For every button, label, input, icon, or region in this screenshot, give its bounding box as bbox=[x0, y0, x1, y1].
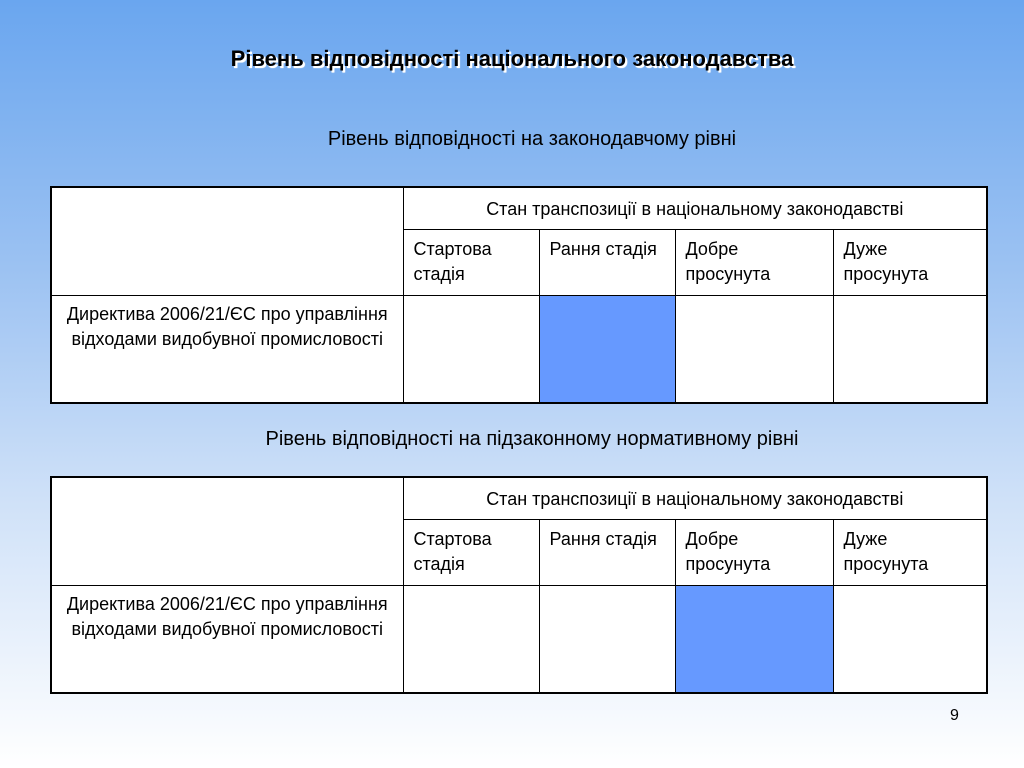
level-cell-start bbox=[403, 586, 539, 694]
compliance-table-regulatory bbox=[50, 476, 988, 694]
section-heading-legislative: Рівень відповідності на законодавчому рівні bbox=[327, 128, 737, 150]
stage-header-early: Рання стадія bbox=[539, 230, 675, 296]
section-heading-regulatory: Рівень відповідності на підзаконному нормативному рівні bbox=[265, 428, 799, 450]
level-cell-well-advanced bbox=[675, 296, 833, 404]
directive-label: Директива 2006/21/ЄС про управління відходами видобувної промисловості bbox=[51, 586, 403, 694]
table-corner-cell bbox=[51, 477, 403, 586]
transposition-header: Стан транспозиції в національному законодавстві bbox=[403, 477, 987, 520]
stage-header-well-advanced: Добре просунута bbox=[675, 230, 833, 296]
level-cell-well-advanced-selected bbox=[675, 586, 833, 694]
stage-header-start: Стартова стадія bbox=[403, 520, 539, 586]
level-cell-very-advanced bbox=[833, 296, 987, 404]
stage-header-start: Стартова стадія bbox=[403, 230, 539, 296]
level-cell-early-selected bbox=[539, 296, 675, 404]
level-cell-early bbox=[539, 586, 675, 694]
stage-header-well-advanced: Добре просунута bbox=[675, 520, 833, 586]
level-cell-start bbox=[403, 296, 539, 404]
stage-header-early: Рання стадія bbox=[539, 520, 675, 586]
compliance-table-legislative bbox=[50, 186, 988, 404]
stage-header-very-advanced: Дуже просунута bbox=[833, 520, 987, 586]
directive-label: Директива 2006/21/ЄС про управління відходами видобувної промисловості bbox=[51, 296, 403, 404]
transposition-header: Стан транспозиції в національному законодавстві bbox=[403, 187, 987, 230]
stage-header-very-advanced: Дуже просунута bbox=[833, 230, 987, 296]
level-cell-very-advanced bbox=[833, 586, 987, 694]
table-corner-cell bbox=[51, 187, 403, 296]
page-number: 9 bbox=[950, 707, 959, 724]
slide-title: Рівень відповідності національного законодавства bbox=[230, 46, 794, 71]
